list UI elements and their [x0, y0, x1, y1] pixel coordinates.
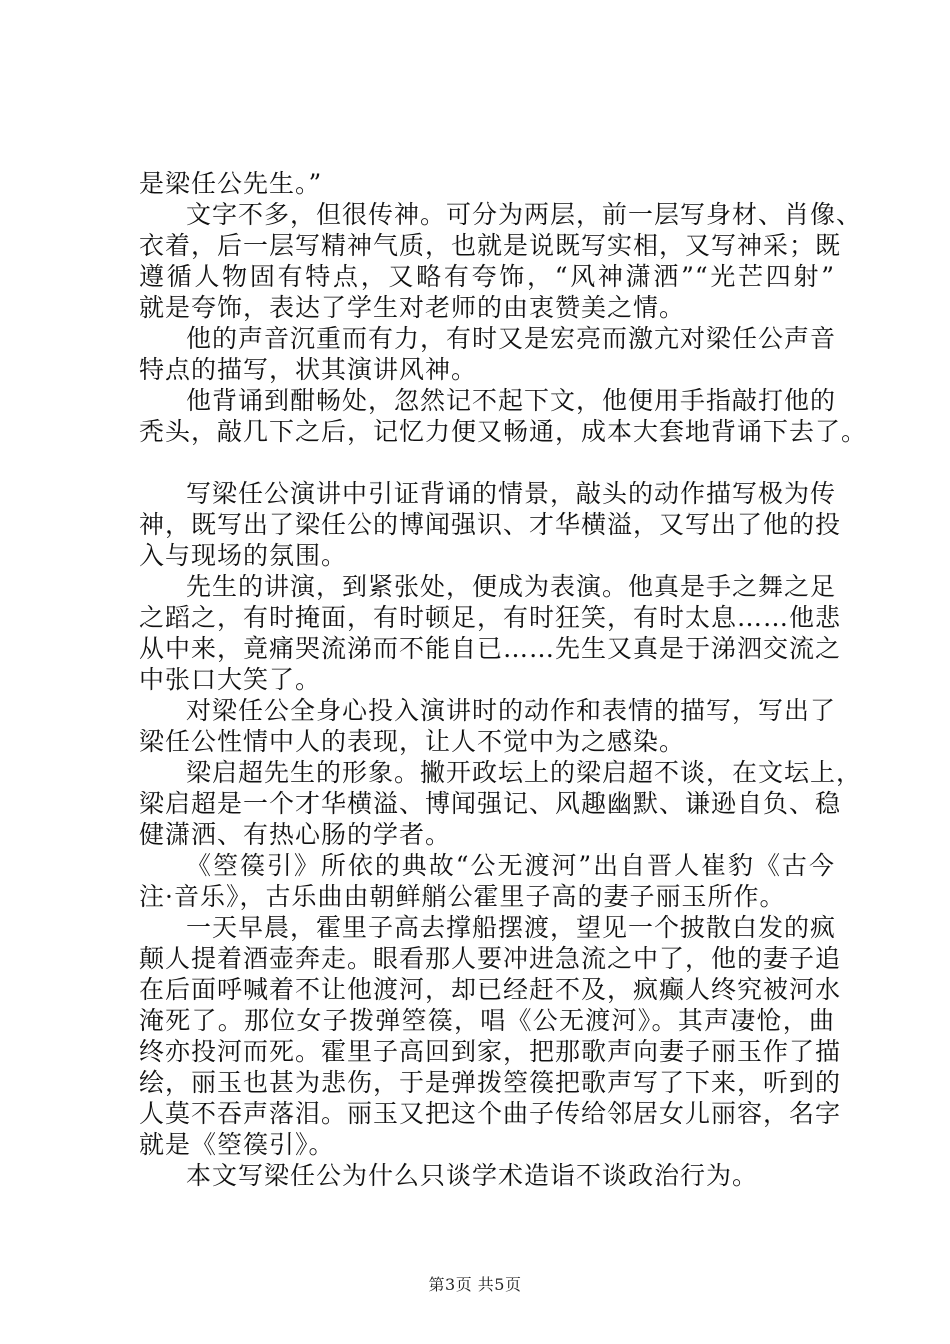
text-line: 先生的讲演，到紧张处，便成为表演。他真是手之舞之足 [186, 572, 837, 601]
text-line: 绘，丽玉也甚为悲伤，于是弹拨箜篌把歌声写了下来，听到的 [139, 1068, 842, 1097]
text-line: 文字不多，但很传神。可分为两层，前一层写身材、肖像、 [186, 200, 863, 229]
paragraph [139, 571, 842, 695]
paragraph [139, 478, 842, 571]
text-line: 本文写梁任公为什么只谈学术造诣不谈政治行为。 [186, 1161, 759, 1190]
text-line: 中张口大笑了。 [139, 665, 322, 694]
text-line: 颠人提着酒壶奔走。眼看那人要冲进急流之中了，他的妻子追 [139, 944, 842, 973]
text-line: 入与现场的氛围。 [139, 541, 348, 570]
paragraph [139, 912, 842, 1160]
paragraph [139, 199, 863, 323]
text-line: 在后面呼喊着不让他渡河，却已经赶不及，疯癫人终究被河水 [139, 975, 842, 1004]
text-line: 就是夸饰，表达了学生对老师的由衷赞美之情。 [139, 293, 686, 322]
document-body [139, 168, 868, 1191]
paragraph-gap [139, 447, 835, 478]
text-line: 他背诵到酣畅处，忽然记不起下文，他便用手指敲打他的 [186, 386, 837, 415]
text-line: 之蹈之，有时掩面，有时顿足，有时狂笑，有时太息……他悲 [139, 603, 842, 632]
text-line: 秃头，敲几下之后，记忆力便又畅通，成本大套地背诵下去了。 [139, 417, 868, 446]
text-line: 遵循人物固有特点，又略有夸饰，“风神潇洒”“光芒四射” [139, 262, 835, 291]
text-line: 衣着，后一层写精神气质，也就是说既写实相，又写神采；既 [139, 231, 842, 260]
text-line: 写梁任公演讲中引证背诵的情景，敲头的动作描写极为传 [186, 479, 837, 508]
page-footer: 第3页 共5页 [428, 1275, 522, 1294]
text-line: 从中来，竟痛哭流涕而不能自已……先生又真是于涕泗交流之 [139, 634, 842, 663]
paragraph [139, 323, 835, 385]
text-line: 《箜篌引》所依的典故“公无渡河”出自晋人崔豹《古今 [186, 851, 835, 880]
text-line: 对梁任公全身心投入演讲时的动作和表情的描写，写出了 [186, 696, 837, 725]
text-line: 淹死了。那位女子拨弹箜篌，唱《公无渡河》。其声凄怆，曲 [139, 1006, 835, 1035]
paragraph [139, 385, 868, 447]
text-line: 特点的描写，状其演讲风神。 [139, 355, 478, 384]
text-line: 梁启超是一个才华横溢、博闻强记、风趣幽默、谦逊自负、稳 [139, 789, 842, 818]
text-line: 注·音乐》，古乐曲由朝鲜艄公霍里子高的妻子丽玉所作。 [139, 882, 786, 911]
paragraph [139, 850, 835, 912]
paragraph [139, 168, 835, 199]
paragraph [139, 757, 863, 850]
text-line: 是梁任公先生。” [139, 169, 323, 198]
text-line: 就是《箜篌引》。 [139, 1130, 335, 1159]
paragraph [139, 695, 835, 757]
text-line: 他的声音沉重而有力，有时又是宏亮而激亢对梁任公声音 [186, 324, 837, 353]
text-line: 一天早晨，霍里子高去撑船摆渡，望见一个披散白发的疯 [186, 913, 837, 942]
text-line: 人莫不吞声落泪。丽玉又把这个曲子传给邻居女儿丽容，名字 [139, 1099, 842, 1128]
paragraph [139, 1160, 835, 1191]
text-line: 梁任公性情中人的表现，让人不觉中为之感染。 [139, 727, 686, 756]
text-line: 梁启超先生的形象。撇开政坛上的梁启超不谈，在文坛上， [186, 758, 863, 787]
text-line: 终亦投河而死。霍里子高回到家，把那歌声向妻子丽玉作了描 [139, 1037, 842, 1066]
text-line: 神，既写出了梁任公的博闻强识、才华横溢，又写出了他的投 [139, 510, 842, 539]
text-line: 健潇洒、有热心肠的学者。 [139, 820, 452, 849]
